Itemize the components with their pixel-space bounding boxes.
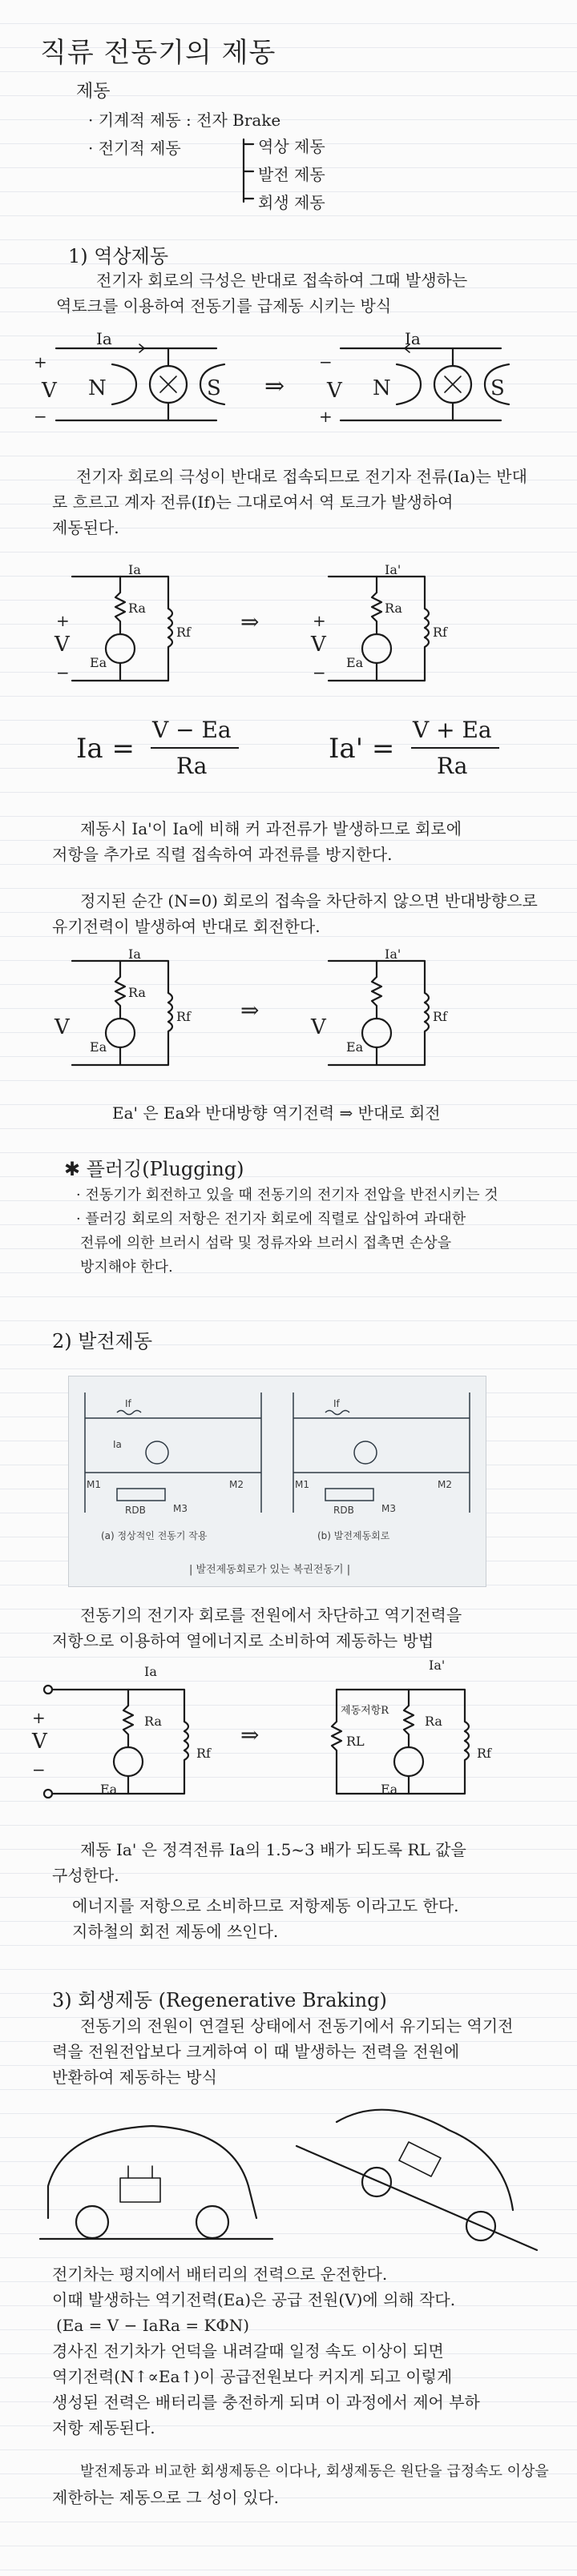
dyn-left-minus: − xyxy=(32,1760,46,1779)
fig-m1-left: M1 xyxy=(87,1479,101,1490)
sec3-desc3: 반환하여 제동하는 방식 xyxy=(52,2068,217,2087)
sec1-desc7: 저항을 추가로 직렬 접속하여 과전류를 방지한다. xyxy=(52,845,393,864)
bracket-line xyxy=(240,136,256,208)
formula-right-lhs: Ia' = xyxy=(329,733,395,765)
sec2-desc4: 구성한다. xyxy=(52,1866,119,1885)
sec3-heading: 3) 회생제동 (Regenerative Braking) xyxy=(52,1989,387,2011)
dyn-right-ia: Ia' xyxy=(429,1658,446,1673)
sec2-heading: 2) 발전제동 xyxy=(52,1330,152,1352)
page-title: 직류 전동기의 제동 xyxy=(40,37,276,69)
sec1-desc10: Ea' 은 Ea와 반대방향 역기전력 ⇒ 반대로 회전 xyxy=(112,1103,441,1123)
plugging-l2: · 플러깅 회로의 저항은 전기자 회로에 직렬로 삽입하여 과대한 xyxy=(76,1211,466,1228)
fig-caption-a: (a) 정상적인 전동기 작용 xyxy=(101,1530,208,1541)
dyn-arrow: ⇒ xyxy=(240,1722,260,1748)
c1-right-minus: − xyxy=(313,663,326,682)
c3-left-ia: Ia xyxy=(128,946,141,962)
mechanical-braking: · 기계적 제동 : 전자 Brake xyxy=(88,111,281,130)
type-regenerative: 회생 제동 xyxy=(258,193,325,212)
fig1-left-ia: Ia xyxy=(96,329,112,348)
fig1-left-plus: + xyxy=(34,352,47,372)
car-illustrations xyxy=(32,2098,545,2258)
fig-caption-b: (b) 발전제동회로 xyxy=(317,1530,390,1541)
c1-left-ea: Ea xyxy=(90,655,107,670)
electrical-braking: · 전기적 제동 xyxy=(88,139,181,158)
fig1-left-n: N xyxy=(88,376,107,400)
sec2-desc6: 지하철의 회전 제동에 쓰인다. xyxy=(72,1922,279,1941)
c3-right-rf: Rf xyxy=(433,1009,447,1024)
fig-m2-right: M2 xyxy=(438,1479,452,1490)
sec3-desc6: 경사진 전기차가 언덕을 내려갈때 일정 속도 이상이 되면 xyxy=(52,2341,444,2361)
dyn-circuit-left xyxy=(24,1666,232,1818)
c1-right-rf: Rf xyxy=(433,625,447,640)
formula-left-den: Ra xyxy=(176,753,208,779)
c1-left-v: V xyxy=(54,633,70,657)
fig1-right-plus: + xyxy=(319,407,333,426)
fig1-left-s: S xyxy=(207,376,221,400)
formula-left-bar xyxy=(151,747,239,749)
sec3-desc2: 력을 전원전압보다 크게하여 이 때 발생하는 전력을 전원에 xyxy=(52,2042,460,2061)
sec1-desc1: 전기자 회로의 극성은 반대로 접속하여 그때 발생하는 xyxy=(96,271,468,290)
formula-right-num: V + Ea xyxy=(413,717,492,743)
sec3-desc7: 역기전력(N↑∝Ea↑)이 공급전원보다 커지게 되고 이렇게 xyxy=(52,2367,453,2386)
fig1-right-s: S xyxy=(490,376,505,400)
sec2-desc2: 저항으로 이용하여 열에너지로 소비하여 제동하는 방법 xyxy=(52,1631,434,1650)
c1-left-ia: Ia xyxy=(128,562,141,577)
formula-right-bar xyxy=(411,747,499,749)
sec1-desc6: 제동시 Ia'이 Ia에 비해 커 과전류가 발생하므로 회로에 xyxy=(80,819,462,838)
c3-left-ea: Ea xyxy=(90,1039,107,1055)
fig-if-right: If xyxy=(333,1398,340,1409)
sec2-desc5: 에너지를 저항으로 소비하므로 저항제동 이라고도 한다. xyxy=(72,1896,459,1915)
fig1-left-minus: − xyxy=(34,407,47,426)
dyn-right-ea: Ea xyxy=(381,1782,398,1797)
sec3-desc8: 생성된 전력은 배터리를 충전하게 되며 이 과정에서 제어 부하 xyxy=(52,2393,480,2412)
formula-left-num: V − Ea xyxy=(152,717,232,743)
sec3-desc1: 전동기의 전원이 연결된 상태에서 전동기에서 유기되는 역기전 xyxy=(80,2016,514,2035)
c3-right-ea: Ea xyxy=(346,1039,364,1055)
sec2-desc3: 제동 Ia' 은 정격전류 Ia의 1.5~3 배가 되도록 RL 값을 xyxy=(80,1840,466,1859)
dyn-left-v: V xyxy=(32,1730,47,1754)
dyn-right-rl: RL xyxy=(346,1734,365,1749)
c1-right-ia: Ia' xyxy=(385,562,401,577)
c1-left-plus: + xyxy=(56,611,70,630)
c1-right-ra: Ra xyxy=(385,601,402,616)
sec1-heading: 1) 역상제동 xyxy=(68,245,168,267)
dyn-left-ia: Ia xyxy=(144,1664,157,1679)
c3-left-v: V xyxy=(54,1015,70,1039)
sec3-desc11: 제한하는 제동으로 그 성이 있다. xyxy=(52,2488,279,2507)
c3-left-rf: Rf xyxy=(176,1009,191,1024)
fig-m3-right: M3 xyxy=(381,1503,396,1514)
dynamic-braking-figure xyxy=(68,1376,486,1587)
c1-right-v: V xyxy=(311,633,326,657)
fig-m1-right: M1 xyxy=(295,1479,309,1490)
fig-rdb-left: RDB xyxy=(125,1505,146,1516)
formula-left-lhs: Ia = xyxy=(76,733,135,765)
fig1-left-v: V xyxy=(42,379,57,403)
sec3-desc4: 전기차는 평지에서 배터리의 전력으로 운전한다. xyxy=(52,2265,388,2284)
c1-arrow: ⇒ xyxy=(240,609,260,635)
car-slope xyxy=(297,2110,537,2250)
dyn-right-resistor-label: 제동저항R xyxy=(341,1705,389,1717)
fig-rdb-right: RDB xyxy=(333,1505,354,1516)
c1-left-minus: − xyxy=(56,663,70,682)
sec1-desc3: 전기자 회로의 극성이 반대로 접속되므로 전기자 전류(Ia)는 반대 xyxy=(76,467,527,486)
sec1-desc5: 제동된다. xyxy=(52,518,119,537)
car-flat xyxy=(40,2126,272,2239)
fig1-right-minus: − xyxy=(319,352,333,372)
sec3-formula: (Ea = V − IaRa = KΦN) xyxy=(56,2316,250,2335)
c1-right-ea: Ea xyxy=(346,655,364,670)
plugging-l3: 전류에 의한 브러시 섬락 및 정류자와 브러시 접촉면 손상을 xyxy=(80,1235,452,1252)
plugging-l4: 방지해야 한다. xyxy=(80,1259,173,1276)
c1-right-plus: + xyxy=(313,611,326,630)
sec1-desc2: 역토크를 이용하여 전동기를 급제동 시키는 방식 xyxy=(56,296,392,315)
plugging-heading: ✱ 플러깅(Plugging) xyxy=(64,1158,244,1180)
c3-right-ia: Ia' xyxy=(385,946,401,962)
dyn-left-plus: + xyxy=(32,1708,46,1727)
c3-arrow: ⇒ xyxy=(240,997,260,1023)
c3-right-v: V xyxy=(311,1015,326,1039)
formula-right-den: Ra xyxy=(437,753,468,779)
type-reverse: 역상 제동 xyxy=(258,137,325,156)
sec2-desc1: 전동기의 전기자 회로를 전원에서 차단하고 역기전력을 xyxy=(80,1605,462,1625)
dyn-left-ra: Ra xyxy=(144,1714,162,1729)
dyn-right-ra: Ra xyxy=(425,1714,442,1729)
fig-caption-main: | 발전제동회로가 있는 복권전동기 | xyxy=(189,1564,351,1576)
overview-heading: 제동 xyxy=(76,82,111,102)
fig-if-left: If xyxy=(125,1398,131,1409)
fig-ia-left: Ia xyxy=(113,1439,122,1450)
dyn-right-rf: Rf xyxy=(477,1746,491,1761)
plugging-l1: · 전동기가 회전하고 있을 때 전동기의 전기자 전압을 반전시키는 것 xyxy=(76,1187,498,1204)
sec1-desc8: 정지된 순간 (N=0) 회로의 접속을 차단하지 않으면 반대방향으로 xyxy=(80,891,538,910)
type-dynamic: 발전 제동 xyxy=(258,165,325,184)
fig1-right-v: V xyxy=(327,379,342,403)
sec3-desc10: 발전제동과 비교한 회생제동은 이다나, 회생제동은 원단을 급정속도 이상을 xyxy=(80,2463,549,2480)
dyn-left-rf: Rf xyxy=(196,1746,211,1761)
dyn-circuit-right xyxy=(305,1666,513,1818)
sec1-desc9: 유기전력이 발생하여 반대로 회전한다. xyxy=(52,917,321,936)
fig-m2-left: M2 xyxy=(229,1479,244,1490)
fig1-right-ia: Ia xyxy=(405,329,421,348)
fig1-arrow: ⇒ xyxy=(264,372,285,400)
sec1-desc4: 로 흐르고 계자 전류(If)는 그대로여서 역 토크가 발생하여 xyxy=(52,492,454,512)
c1-left-rf: Rf xyxy=(176,625,191,640)
dyn-left-ea: Ea xyxy=(100,1782,118,1797)
fig-m3-left: M3 xyxy=(173,1503,188,1514)
sec3-desc5: 이때 발생하는 역기전력(Ea)은 공급 전원(V)에 의해 작다. xyxy=(52,2290,456,2309)
fig1-right-n: N xyxy=(373,376,391,400)
sec3-desc9: 저항 제동된다. xyxy=(52,2418,155,2437)
c3-left-ra: Ra xyxy=(128,985,146,1000)
c1-left-ra: Ra xyxy=(128,601,146,616)
